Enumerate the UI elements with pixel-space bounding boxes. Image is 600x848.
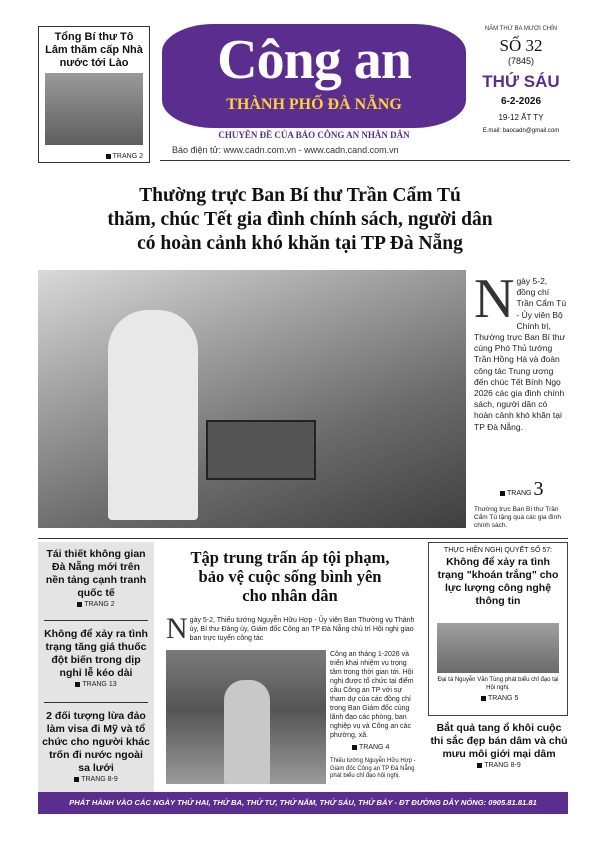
center-headline-line: cho nhân dân [242, 586, 338, 605]
main-headline [30, 184, 570, 256]
center-photo-figure [224, 680, 270, 784]
center-photo [166, 650, 326, 784]
center-body-top-text: gày 5-2, Thiếu tướng Nguyễn Hữu Hợp - Ủy viên Ban Thường vụ Thành ủy, Bí thư Đảng ủy, Giám đốc Công an TP Đà Nẵng chủ trì Hội nghị giao ban trực tuyến công tác [189, 617, 415, 642]
right-bottom-headline: Bắt quả tang ổ khôi cuộc thi sắc đẹp bán dâm và chủ mưu môi giới mại dâm [430, 722, 568, 760]
main-trang: TRANG 3 [500, 478, 544, 501]
masthead-rule [160, 160, 570, 161]
photo-gift-box [206, 420, 316, 480]
top-teaser-photo [45, 73, 143, 145]
left-story-trang: TRANG 8-9 [42, 776, 150, 783]
center-headline[interactable] [162, 548, 418, 605]
top-teaser[interactable] [38, 26, 150, 163]
center-caption: Thiếu tướng Nguyễn Hữu Hợp - Giám đốc Công an TP Đà Nẵng phát biểu chỉ đạo hội nghị. [330, 758, 416, 779]
issue-date: 6-2-2026 [500, 96, 542, 107]
left-story-trang: TRANG 2 [42, 601, 150, 608]
center-body-top [166, 612, 416, 645]
main-caption: Thường trực Ban Bí thư Trần Cẩm Tú tặng quà các gia đình chính sách. [474, 506, 561, 529]
main-dropcap: N [474, 268, 515, 330]
left-column [38, 542, 154, 808]
left-story[interactable] [42, 710, 150, 783]
masthead-websites[interactable]: Báo điện tử: www.cadn.com.vn - www.cadn.cand.com.vn [172, 145, 399, 155]
center-headline-line: bảo vệ cuộc sống bình yên [198, 567, 382, 586]
center-body-right: Công an tháng 1-2026 và triển khai nhiệm vụ trọng tâm trong thời gian tới. Hội nghị được tổ chức tại điểm cầu Công an TP với sự tham dự của các đồng chí trong Ban Giám đốc cùng lãnh đạo các phòng, ban nghiệp vụ và Công an các phường, xã. [330, 651, 414, 739]
right-bottom-trang: TRANG 8-9 [430, 762, 568, 769]
footer-bar [38, 792, 568, 814]
masthead-tagline: CHUYÊN ĐỀ CỦA BÁO CÔNG AN NHÂN DÂN [218, 130, 410, 140]
center-headline-line: Tập trung trấn áp tội phạm, [190, 548, 390, 567]
section-rule [38, 538, 568, 539]
left-story[interactable] [42, 548, 150, 608]
center-trang: TRANG 4 [352, 744, 389, 751]
main-headline-line: Thường trực Ban Bí thư Trần Cẩm Tú [139, 185, 461, 206]
left-divider [44, 620, 148, 621]
main-headline-line: có hoàn cảnh khó khăn tại TP Đà Nẵng [137, 233, 463, 254]
issue-year-label: NĂM THỨ BA MƯƠI CHÍN [484, 26, 558, 32]
main-photo [38, 270, 466, 528]
logo-subtitle: THÀNH PHỐ ĐÀ NẴNG [226, 96, 402, 113]
main-headline-line: thăm, chúc Tết gia đình chính sách, người dân [107, 209, 493, 230]
masthead-logo [162, 24, 466, 128]
issue-email[interactable]: E.mail: baocadn@gmail.com [482, 128, 560, 134]
issue-lunar: 19-12 ẤT TỴ [498, 113, 544, 122]
right-headline: Không để xảy ra tình trạng "khoán trắng" cho lực lượng công nghệ thông tin [437, 556, 559, 607]
left-story-headline: Không để xảy ra tình trạng tăng giá thuốc đột biến trong dịp nghỉ lễ kéo dài [44, 628, 148, 679]
main-body: gày 5-2, đồng chí Trần Cẩm Tú - Ủy viên Bộ Chính trị, Thường trực Ban Bí thư cùng Phó Thủ tướng Trần Hồng Hà và đoàn công tác Trung ương đến chúc Tết Bính Ngọ 2026 các gia đình chính sách, người dân có hoàn cảnh khó khăn tại TP Đà Nẵng. [474, 276, 567, 432]
footer-text: PHÁT HÀNH VÀO CÁC NGÀY THỨ HAI, THỨ BA, THỨ TƯ, THỨ NĂM, THỨ SÁU, THỨ BẢY - ĐT ĐƯỜNG DÂY NÓNG: 0905.81.81.81 [69, 798, 537, 807]
right-photo [437, 623, 559, 673]
left-divider [44, 702, 148, 703]
photo-figure [108, 310, 198, 520]
issue-number: SỐ 32 [499, 36, 543, 55]
top-teaser-trang: TRANG 2 [106, 153, 143, 160]
main-story-text [474, 268, 568, 433]
top-teaser-headline: Tổng Bí thư Tô Lâm thăm cấp Nhà nước tới Lào [45, 31, 143, 69]
right-kicker: THỰC HIỆN NGHỊ QUYẾT SỐ 57: [443, 547, 553, 554]
right-caption: Đại tá Nguyễn Văn Tùng phát biểu chỉ đạo tại Hội nghị. [437, 677, 559, 691]
left-story-trang: TRANG 13 [42, 681, 150, 688]
right-bottom-story[interactable] [430, 722, 568, 769]
right-story[interactable] [428, 542, 568, 716]
center-dropcap: N [166, 612, 188, 645]
issue-info [476, 26, 566, 134]
left-story-headline: Tái thiết không gian Đà Nẵng mới trên nền tảng cạnh tranh quốc tế [45, 548, 147, 599]
left-story[interactable] [42, 628, 150, 688]
left-story-headline: 2 đối tượng lừa đảo làm visa đi Mỹ và tổ chức cho người khác trốn đi nước ngoài sa lưới [42, 710, 150, 774]
issue-number-sub: (7845) [507, 56, 534, 66]
logo-title: Công an [217, 29, 411, 91]
issue-weekday: THỨ SÁU [482, 72, 560, 91]
right-trang: TRANG 5 [481, 695, 518, 702]
